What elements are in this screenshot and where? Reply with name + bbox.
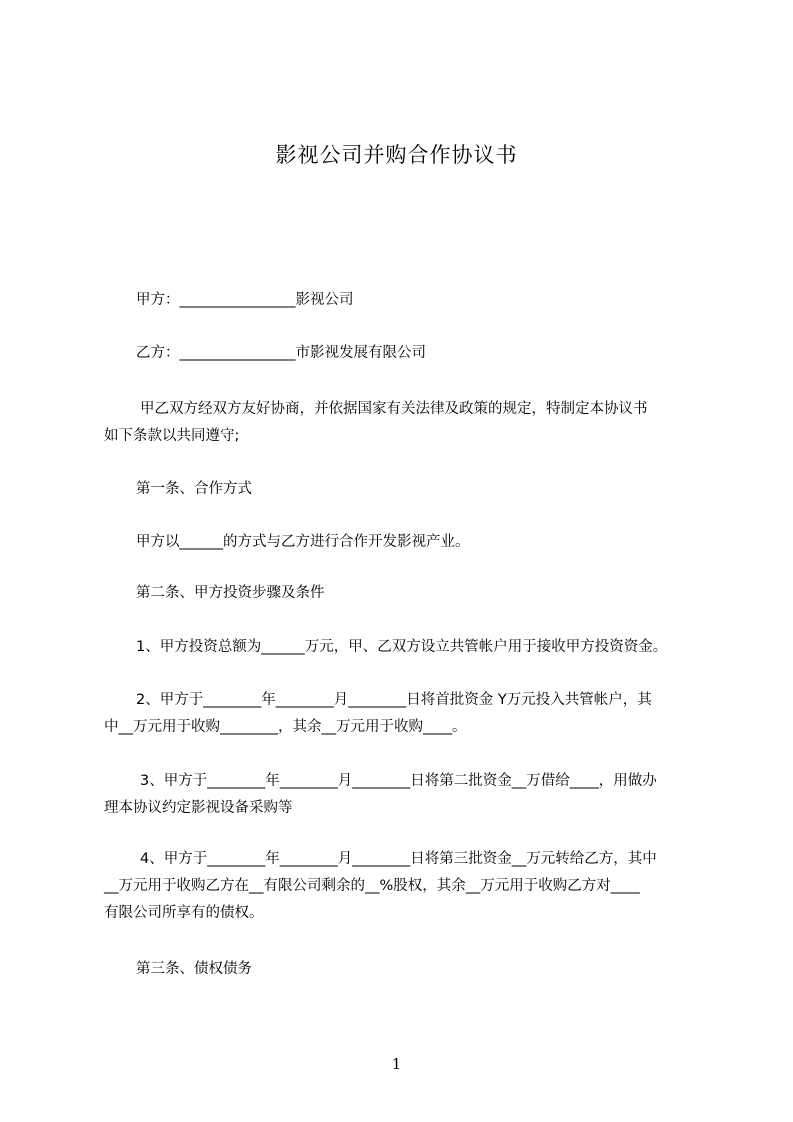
article-2-item-4-line-1: 4、甲方于________年________月________日将第三批资金__万元转给乙方，其中: [140, 851, 657, 867]
preamble-paragraph: [104, 396, 704, 450]
article-2-item-3-line-1: 3、甲方于________年________月________日将第二批资金__万借给____，用做办: [140, 773, 657, 789]
preamble-line-2: 如下条款以共同遵守;: [104, 428, 240, 444]
article-1-body: 甲方以______的方式与乙方进行合作开发影视产业。: [136, 534, 470, 550]
party-a-line: 甲方：________________影视公司: [136, 292, 354, 308]
article-2-item-2-line-2: 中__万元用于收购________，其余__万元用于收购____。: [104, 719, 467, 735]
article-2-item-4-line-3: 有限公司所享有的债权。: [104, 905, 264, 921]
article-2-heading: 第二条、甲方投资步骤及条件: [136, 585, 325, 601]
article-2-item-2-line-1: 2、甲方于________年________月________日将首批资金 Y万元投入共管帐户，其: [136, 692, 652, 708]
article-2-item-4: [104, 846, 704, 927]
article-2-item-3: [104, 768, 704, 822]
article-2-item-3-line-2: 理本协议约定影视设备采购等: [104, 800, 293, 816]
article-2-item-2: [104, 687, 704, 741]
article-2-item-1: 1、甲方投资总额为______万元，甲、乙双方设立共管帐户用于接收甲方投资资金。: [136, 639, 668, 655]
article-3-heading: 第三条、债权债务: [136, 961, 252, 977]
article-1-heading: 第一条、合作方式: [136, 481, 252, 497]
preamble-line-1: 甲乙双方经双方友好协商，并依据国家有关法律及政策的规定，特制定本协议书: [140, 401, 648, 417]
document-title: 影视公司并购合作协议书: [275, 143, 518, 167]
page-number: 1: [391, 1055, 402, 1073]
article-2-item-4-line-2: __万元用于收购乙方在__有限公司剩余的__%股权，其余__万元用于收购乙方对____: [104, 878, 640, 894]
party-b-line: 乙方：________________市影视发展有限公司: [136, 345, 426, 361]
